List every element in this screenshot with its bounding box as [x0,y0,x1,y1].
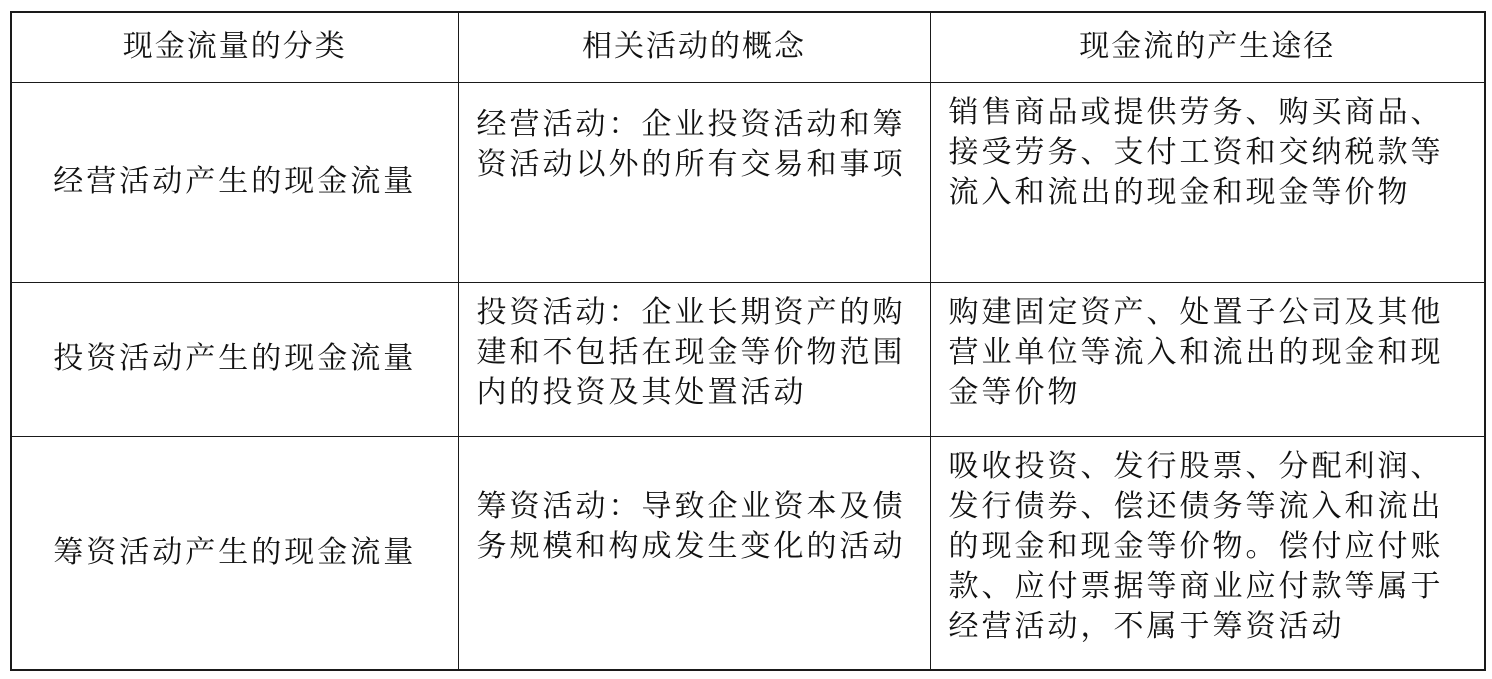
row-concept: 筹资活动：导致企业资本及债务规模和构成发生变化的活动 [458,436,930,670]
row-source: 吸收投资、发行股票、分配利润、发行债券、偿还债务等流入和流出的现金和现金等价物。偿付应付账款、应付票据等商业应付款等属于经营活动，不属于筹资活动 [930,436,1485,670]
row-concept: 投资活动：企业长期资产的购建和不包括在现金等价物范围内的投资及其处置活动 [458,282,930,436]
header-source: 现金流的产生途径 [930,12,1485,82]
table-row-financing [11,436,1485,670]
row-source: 购建固定资产、处置子公司及其他营业单位等流入和流出的现金和现金等价物 [930,282,1485,436]
row-source: 销售商品或提供劳务、购买商品、接受劳务、支付工资和交纳税款等流入和流出的现金和现金等价物 [930,82,1485,282]
header-category: 现金流量的分类 [11,12,458,82]
header-concept: 相关活动的概念 [458,12,930,82]
table-row-investing [11,282,1485,436]
row-category: 经营活动产生的现金流量 [11,82,458,282]
table-row-operating [11,82,1485,282]
row-category: 投资活动产生的现金流量 [11,282,458,436]
cash-flow-table-container [10,11,1486,669]
row-concept: 经营活动：企业投资活动和筹资活动以外的所有交易和事项 [458,82,930,282]
row-category: 筹资活动产生的现金流量 [11,436,458,670]
table-header-row [11,12,1485,82]
cash-flow-classification-table [10,11,1486,671]
